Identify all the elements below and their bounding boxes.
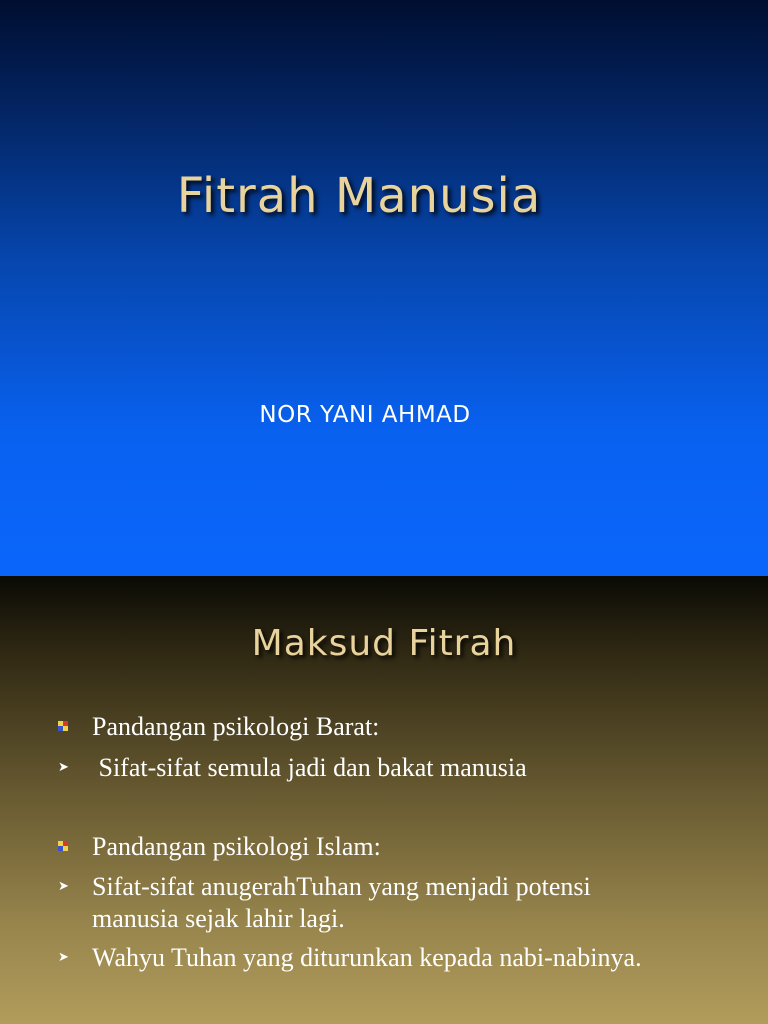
bullet-text: Pandangan psikologi Islam:: [92, 832, 381, 861]
content-slide-title: Maksud Fitrah: [251, 623, 517, 664]
arrow-bullet-icon: ➤: [58, 879, 69, 894]
author-subtitle: NOR YANI AHMAD: [259, 402, 471, 428]
square-bullet-icon: [58, 841, 68, 851]
arrow-bullet-icon: ➤: [58, 950, 69, 965]
slide-title: Fitrah Manusia: [176, 168, 542, 224]
bullet-text: Wahyu Tuhan yang diturunkan kepada nabi-nabinya.: [92, 943, 642, 972]
bullet-text: Sifat-sifat semula jadi dan bakat manusia: [92, 753, 527, 782]
arrow-bullet-icon: ➤: [58, 760, 69, 775]
square-bullet-icon: [58, 721, 68, 731]
bullet-text: Pandangan psikologi Barat:: [92, 712, 380, 741]
bullet-text: Sifat-sifat anugerahTuhan yang menjadi potensi manusia sejak lahir lagi.: [92, 872, 591, 933]
